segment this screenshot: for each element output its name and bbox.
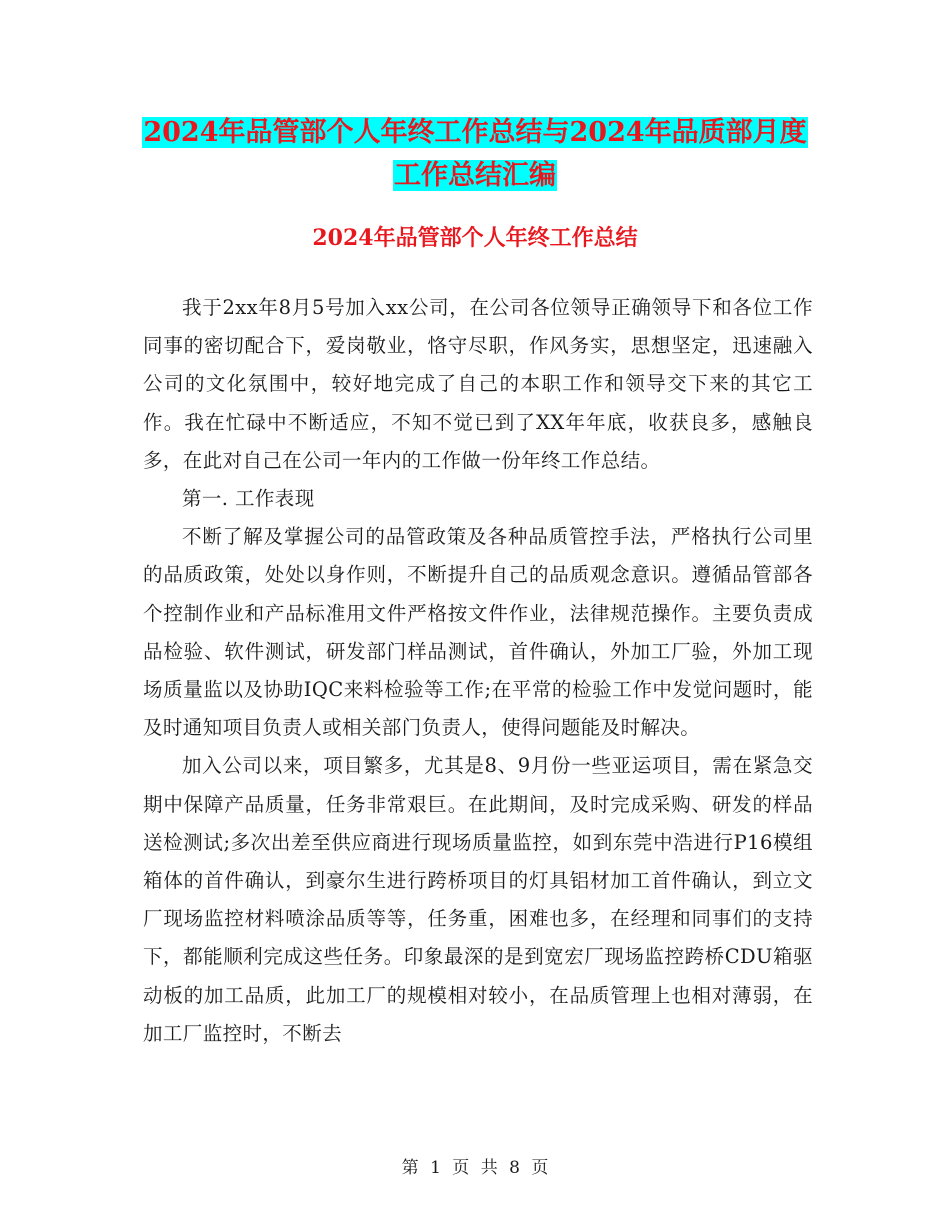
body-paragraph: 不断了解及掌握公司的品管政策及各种品质管控手法，严格执行公司里的品质政策，处处以身作则，不断提升自己的品质观念意识。遵循品管部各个控制作业和产品标准用文件严格按文件作业，法律规范操作。主要负责成品检验、软件测试，研发部门样品测试，首件确认，外加工厂验，外加工现场质量监以及协助IQC来料检验等工作;在平常的检验工作中发觉问题时，能及时通知项目负责人或相关部门负责人，使得问题能及时解决。 <box>143 525 813 740</box>
body-paragraph: 加入公司以来，项目繁多，尤其是8、9月份一些亚运项目，需在紧急交期中保障产品质量，任务非常艰巨。在此期间，及时完成采购、研发的样品送检测试;多次出差至供应商进行现场质量监控，如到东莞中浩进行P16模组箱体的首件确认，到豪尔生进行跨桥项目的灯具铝材加工首件确认，到立文厂现场监控材料喷涂品质等等，任务重，困难也多，在经理和同事们的支持下，都能顺利完成这些任务。印象最深的是到宽宏厂现场监控跨桥CDU箱驱动板的加工品质，此加工厂的规模相对较小，在品质管理上也相对薄弱，在加工厂监控时，不断去 <box>143 754 813 1045</box>
body-paragraph: 我于2xx年8月5号加入xx公司，在公司各位领导正确领导下和各位工作同事的密切配合下，爱岗敬业，恪守尽职，作风务实，思想坚定，迅速融入公司的文化氛围中，较好地完成了自己的本职工作和领导交下来的其它工作。我在忙碌中不断适应，不知不觉已到了XX年年底，收获良多，感触良多，在此对自己在公司一年内的工作做一份年终工作总结。 <box>143 296 813 472</box>
document-title <box>0 111 950 197</box>
document-body <box>143 289 813 1053</box>
page-number-footer: 第 1 页 共 8 页 <box>401 1158 549 1178</box>
document-title-line-2: 工作总结汇编 <box>394 160 556 191</box>
section-title: 2024年品管部个人年终工作总结 <box>312 225 638 251</box>
body-heading: 第一. 工作表现 <box>182 487 315 511</box>
document-title-line-1: 2024年品管部个人年终工作总结与2024年品质部月度 <box>143 117 807 148</box>
